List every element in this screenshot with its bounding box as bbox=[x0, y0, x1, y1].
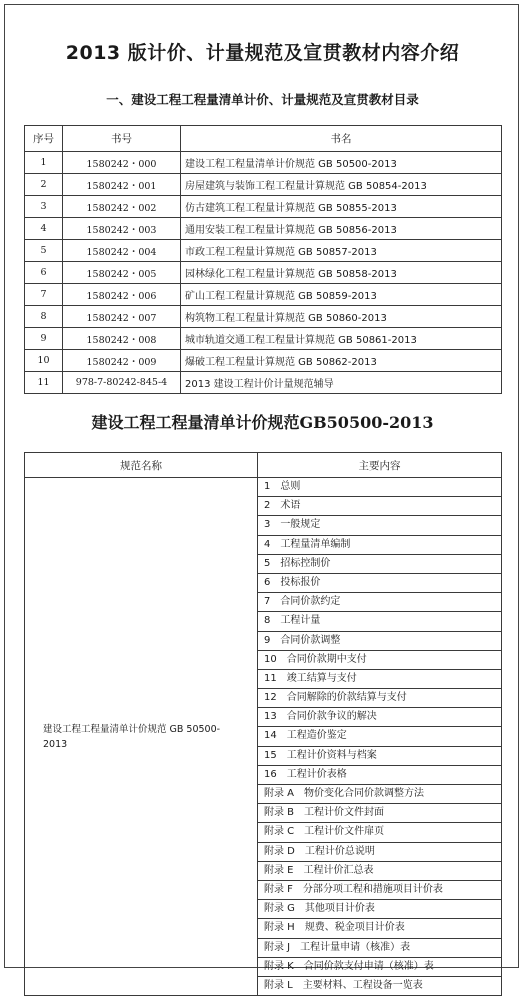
list-item: 附录 B 工程计价文件封面 bbox=[258, 804, 501, 823]
row-book-title: 园林绿化工程工程量计算规范 GB 50858-2013 bbox=[181, 262, 502, 284]
row-book-number: 1580242・009 bbox=[63, 350, 181, 372]
row-index: 1 bbox=[25, 152, 63, 174]
page-title: 2013 版计价、计量规范及宣贯教材内容介绍 bbox=[65, 42, 460, 64]
row-book-number: 1580242・000 bbox=[63, 152, 181, 174]
table-row bbox=[25, 372, 502, 394]
list-item: 16 工程计价表格 bbox=[258, 766, 501, 785]
spec-row bbox=[25, 478, 502, 996]
list-item: 附录 G 其他项目计价表 bbox=[258, 900, 501, 919]
table-row bbox=[25, 152, 502, 174]
list-item: 附录 J 工程计量申请（核准）表 bbox=[258, 939, 501, 958]
list-item: 6 投标报价 bbox=[258, 574, 501, 593]
table-row bbox=[25, 174, 502, 196]
row-index: 5 bbox=[25, 240, 63, 262]
table-row bbox=[25, 196, 502, 218]
list-item: 2 术语 bbox=[258, 497, 501, 516]
books-table-header-row bbox=[25, 126, 502, 152]
list-item: 附录 K 合同价款支付申请（核准）表 bbox=[258, 958, 501, 977]
list-item: 3 一般规定 bbox=[258, 516, 501, 535]
list-item: 12 合同解除的价款结算与支付 bbox=[258, 689, 501, 708]
section-heading: 一、建设工程工程量清单计价、计量规范及宣贯教材目录 bbox=[106, 92, 419, 107]
row-book-number: 1580242・005 bbox=[63, 262, 181, 284]
row-index: 7 bbox=[25, 284, 63, 306]
list-item: 4 工程量清单编制 bbox=[258, 536, 501, 555]
list-item: 附录 L 主要材料、工程设备一览表 bbox=[264, 979, 423, 991]
header-book-title: 书名 bbox=[181, 126, 502, 152]
row-index: 10 bbox=[25, 350, 63, 372]
row-book-title: 市政工程工程量计算规范 GB 50857-2013 bbox=[181, 240, 502, 262]
row-book-title: 构筑物工程工程量计算规范 GB 50860-2013 bbox=[181, 306, 502, 328]
row-index: 9 bbox=[25, 328, 63, 350]
row-book-title: 仿古建筑工程工程量计算规范 GB 50855-2013 bbox=[181, 196, 502, 218]
list-item: 附录 C 工程计价文件扉页 bbox=[258, 823, 501, 842]
row-book-number: 1580242・008 bbox=[63, 328, 181, 350]
header-spec-name: 规范名称 bbox=[25, 453, 258, 478]
spec-name-cell: 建设工程工程量清单计价规范 GB 50500-2013 bbox=[25, 478, 258, 996]
list-item: 13 合同价款争议的解决 bbox=[258, 708, 501, 727]
list-item: 15 工程计价资料与档案 bbox=[258, 747, 501, 766]
list-item: 8 工程计量 bbox=[258, 612, 501, 631]
row-book-number: 1580242・001 bbox=[63, 174, 181, 196]
table-row bbox=[25, 262, 502, 284]
row-book-title: 房屋建筑与装饰工程工程量计算规范 GB 50854-2013 bbox=[181, 174, 502, 196]
list-item: 5 招标控制价 bbox=[258, 555, 501, 574]
row-book-title: 爆破工程工程量计算规范 GB 50862-2013 bbox=[181, 350, 502, 372]
header-main-content: 主要内容 bbox=[258, 453, 502, 478]
row-book-number: 978-7-80242-845-4 bbox=[63, 372, 181, 394]
list-item: 14 工程造价鉴定 bbox=[258, 727, 501, 746]
row-book-number: 1580242・007 bbox=[63, 306, 181, 328]
spec-content-cell bbox=[258, 478, 502, 996]
row-index: 8 bbox=[25, 306, 63, 328]
list-item: 附录 E 工程计价汇总表 bbox=[258, 862, 501, 881]
row-book-title: 2013 建设工程计价计量规范辅导 bbox=[181, 372, 502, 394]
row-index: 4 bbox=[25, 218, 63, 240]
row-book-number: 1580242・002 bbox=[63, 196, 181, 218]
row-book-title: 城市轨道交通工程工程量计算规范 GB 50861-2013 bbox=[181, 328, 502, 350]
row-book-number: 1580242・006 bbox=[63, 284, 181, 306]
list-item: 7 合同价款约定 bbox=[258, 593, 501, 612]
row-index: 6 bbox=[25, 262, 63, 284]
table-row bbox=[25, 350, 502, 372]
row-index: 3 bbox=[25, 196, 63, 218]
list-item: 附录 H 规费、税金项目计价表 bbox=[258, 919, 501, 938]
row-index: 2 bbox=[25, 174, 63, 196]
list-item: 附录 A 物价变化合同价款调整方法 bbox=[258, 785, 501, 804]
content-list bbox=[258, 478, 501, 995]
row-book-number: 1580242・004 bbox=[63, 240, 181, 262]
row-book-number: 1580242・003 bbox=[63, 218, 181, 240]
table-row bbox=[25, 218, 502, 240]
spec-table-header-row bbox=[25, 453, 502, 478]
row-index: 11 bbox=[25, 372, 63, 394]
books-table bbox=[24, 125, 502, 394]
list-item: 1 总则 bbox=[258, 478, 501, 497]
row-book-title: 建设工程工程量清单计价规范 GB 50500-2013 bbox=[181, 152, 502, 174]
list-item: 附录 F 分部分项工程和措施项目计价表 bbox=[258, 881, 501, 900]
header-book-number: 书号 bbox=[63, 126, 181, 152]
row-book-title: 通用安装工程工程量计算规范 GB 50856-2013 bbox=[181, 218, 502, 240]
spec-table bbox=[24, 452, 502, 996]
spec-title: 建设工程工程量清单计价规范GB50500-2013 bbox=[91, 413, 434, 432]
table-row bbox=[25, 328, 502, 350]
table-row bbox=[25, 306, 502, 328]
list-item: 附录 D 工程计价总说明 bbox=[258, 843, 501, 862]
list-item: 11 竣工结算与支付 bbox=[258, 670, 501, 689]
row-book-title: 矿山工程工程量计算规范 GB 50859-2013 bbox=[181, 284, 502, 306]
list-item: 9 合同价款调整 bbox=[258, 632, 501, 651]
list-item: 10 合同价款期中支付 bbox=[258, 651, 501, 670]
header-index: 序号 bbox=[25, 126, 63, 152]
table-row bbox=[25, 284, 502, 306]
table-row bbox=[25, 240, 502, 262]
